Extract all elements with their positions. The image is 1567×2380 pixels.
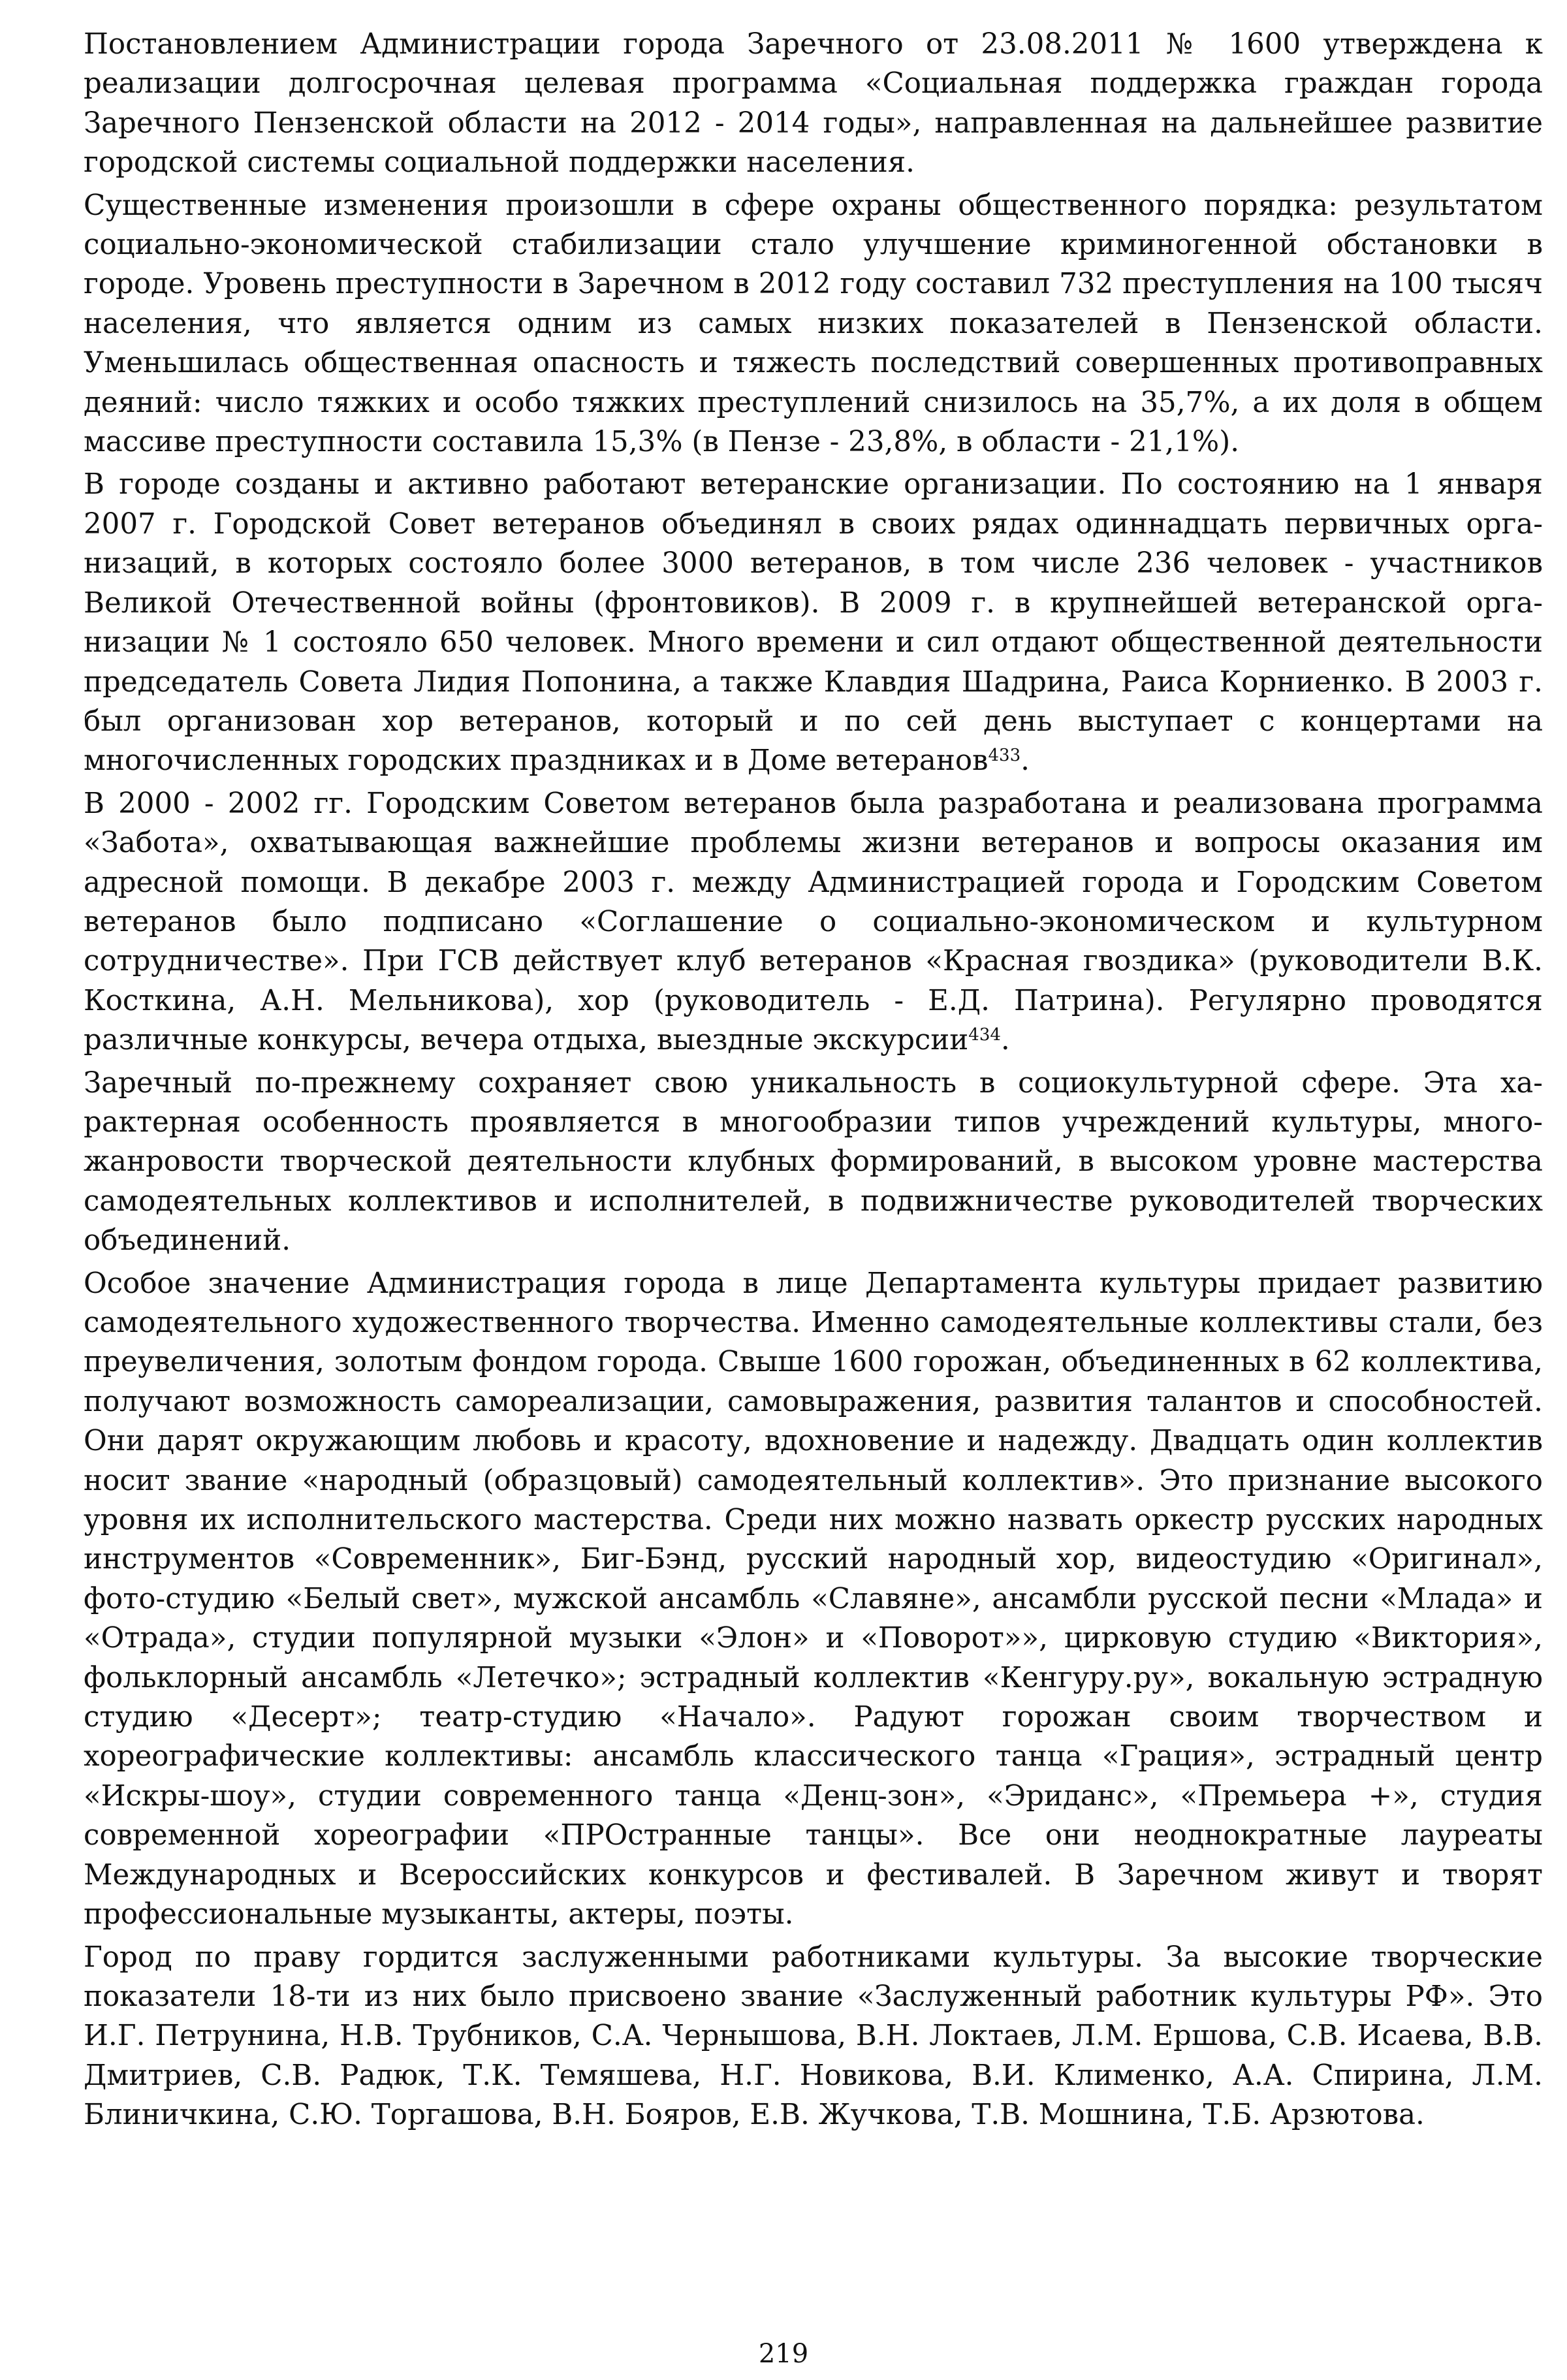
paragraph-zabota-program: [84, 784, 1543, 1060]
paragraph-tail: .: [1000, 1024, 1010, 1057]
footnote-marker[interactable]: 433: [988, 746, 1021, 766]
footnote-marker[interactable]: 434: [968, 1025, 1001, 1045]
page-body: [84, 25, 1543, 2138]
paragraph-public-order: [84, 186, 1543, 462]
paragraph-honored-workers: [84, 1938, 1543, 2135]
page-number: 219: [758, 2339, 809, 2369]
paragraph-text: В городе созданы и активно работают ветеранские организации. По состоянию на 1 января 2007 г. Городской Совет ветеранов объединял в своих рядах одиннадцать первичных организаций, в которых состояло более 3000 ветеранов, в том числе 236 человек - участников Великой Отечественной войны (фронтовиков). В 2009 г. в крупнейшей ветеранской организации № 1 состояло 650 человек. Много времени и сил отдают общественной деятельности председатель Совета Лидия Попонина, а также Клавдия Шадрина, Раиса Корниенко. В 2003 г. был организован хор ветеранов, который и по сей день выступает с концертами на многочисленных городских праздниках и в Доме ветеранов: [84, 468, 1543, 778]
paragraph-text: Постановлением Администрации города Заречного от 23.08.2011 № 1600 утверждена к реализации долгосрочная целевая программа «Социальная поддержка граждан города Заречного Пензенской области на 2012 - 2014 годы», направленная на дальнейшее развитие городской системы социальной поддержки населения.: [84, 28, 1543, 180]
paragraph-tail: .: [1021, 744, 1030, 778]
paragraph-veteran-organizations: [84, 465, 1543, 780]
paragraph-text: В 2000 - 2002 гг. Городским Советом ветеранов была разработана и реализована программа «Забота», охватывающая важнейшие проблемы жизни ветеранов и вопросы оказания им адресной помощи. В декабре 2003 г. между Администрацией города и Городским Советом ветеранов было подписано «Соглашение о социально-экономическом и культурном сотрудничестве». При ГСВ действует клуб ветеранов «Красная гвоздика» (руководители В.К. Косткина, А.Н. Мельникова), хор (руководитель - Е.Д. Патрина). Регулярно проводятся различные конкурсы, вечера отдыха, выездные экскурсии: [84, 787, 1543, 1057]
paragraph-sociocultural-uniqueness: [84, 1064, 1543, 1261]
paragraph-text: Город по праву гордится заслуженными работниками культуры. За высокие творческие показатели 18-ти из них было присвоено звание «Заслуженный работник культуры РФ». Это И.Г. Петрунина, Н.В. Трубников, С.А. Чернышова, В.Н. Локтаев, Л.М. Ершова, С.В. Исаева, В.В. Дмитриев, С.В. Радюк, Т.К. Темяшева, Н.Г. Новикова, В.И. Клименко, А.А. Спирина, Л.М. Блиничкина, С.Ю. Торгашова, В.Н. Бояров, Е.В. Жучкова, Т.В. Мошнина, Т.Б. Арзютова.: [84, 1941, 1543, 2132]
paragraph-text: Существенные изменения произошли в сфере охраны общественного порядка: результатом социально-экономической стабилизации стало улучшение криминогенной обстановки в городе. Уровень преступности в Заречном в 2012 году составил 732 преступления на 100 тысяч населения, что является одним из самых низких показателей в Пензенской области. Уменьшилась общественная опасность и тяжесть последствий совершенных противоправных деяний: число тяжких и особо тяжких преступлений снизилось на 35,7%, а их доля в общем массиве преступности составила 15,3% (в Пензе - 23,8%, в области - 21,1%).: [84, 189, 1543, 459]
paragraph-social-program: [84, 25, 1543, 183]
paragraph-text: Заречный по-прежнему сохраняет свою уникальность в социокультурной сфере. Эта характерная особенность проявляется в многообразии типов учреждений культуры, многожанровости творческой деятельности клубных формирований, в высоком уровне мастерства самодеятельных коллективов и исполнителей, в подвижничестве руководителей творческих объединений.: [84, 1066, 1543, 1258]
paragraph-text: Особое значение Администрация города в лице Департамента культуры придает развитию самодеятельного художественного творчества. Именно самодеятельные коллективы стали, без преувеличения, золотым фондом города. Свыше 1600 горожан, объединенных в 62 коллектива, получают возможность самореализации, самовыражения, развития талантов и способностей. Они дарят окружающим любовь и красоту, вдохновение и надежду. Двадцать один коллектив носит звание «народный (образцовый) самодеятельный коллектив». Это признание высокого уровня их исполнительского мастерства. Среди них можно назвать оркестр русских народных инструментов «Современник», Биг-Бэнд, русский народный хор, видеостудию «Оригинал», фото-студию «Белый свет», мужской ансамбль «Славяне», ансамбли русской песни «Млада» и «Отрада», студии популярной музыки «Элон» и «Поворот»», цирковую студию «Виктория», фольклорный ансамбль «Летечко»; эстрадный коллектив «Кенгуру.ру», вокальную эстрадную студию «Десерт»; театр-студию «Начало». Радуют горожан своим творчеством и хореографические коллективы: ансамбль классического танца «Грация», эстрадный центр «Искры-шоу», студии современного танца «Денц-зон», «Эриданс», «Премьера +», студия современной хореографии «ПРОстранные танцы». Все они неоднократные лауреаты Международных и Всероссийских конкурсов и фестивалей. В Заречном живут и творят профессиональные музыканты, актеры, поэты.: [84, 1267, 1543, 1931]
paragraph-amateur-art: [84, 1264, 1543, 1935]
